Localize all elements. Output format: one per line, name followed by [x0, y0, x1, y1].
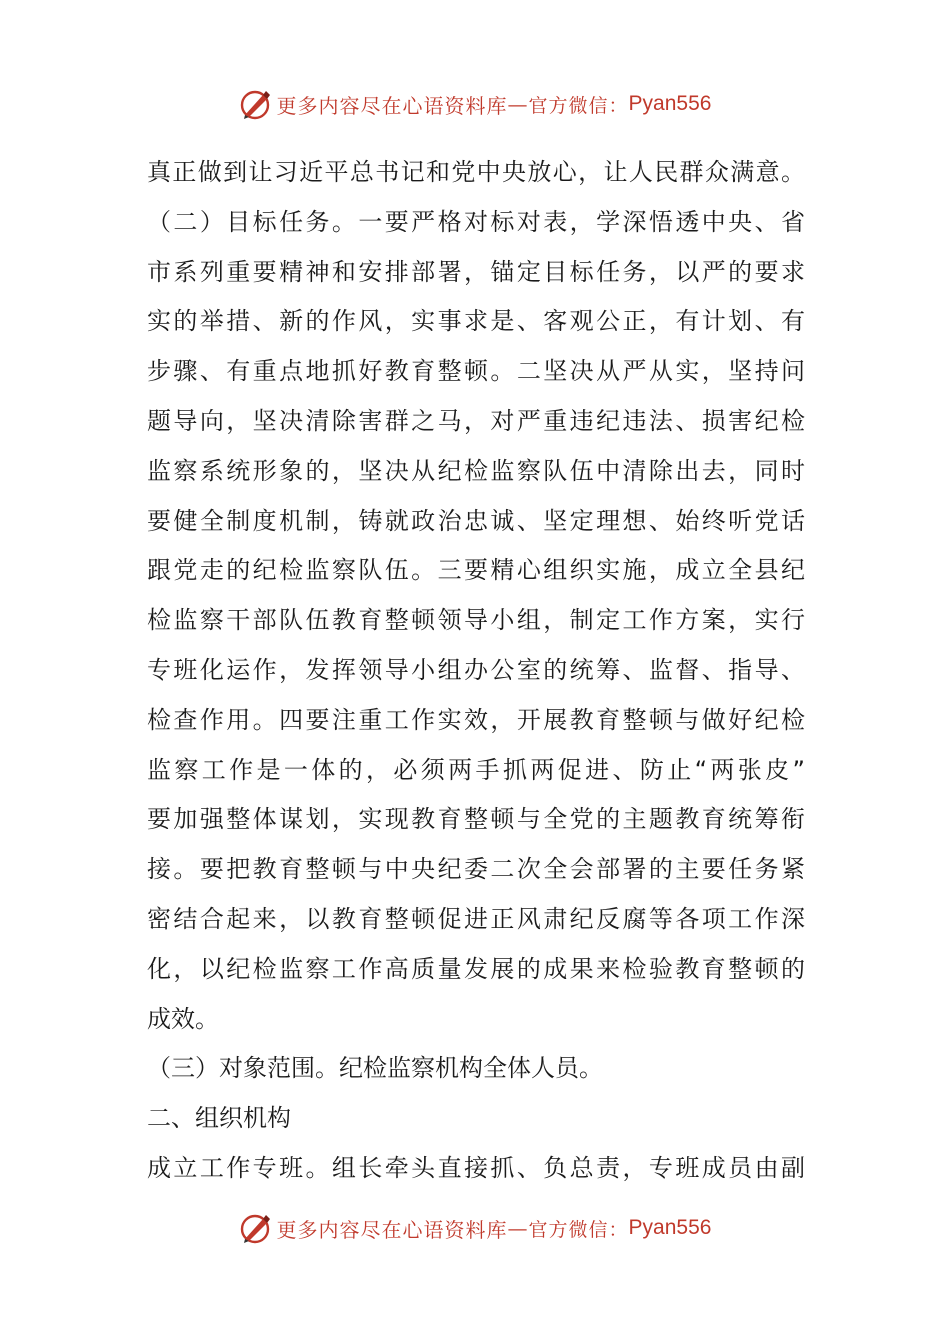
- banner-dash: —: [507, 92, 529, 116]
- text-line: 专班化运作，发挥领导小组办公室的统筹、监督、指导、: [147, 655, 805, 684]
- text-line: 步骤、有重点地抓好教育整顿。二坚决从严从实，坚持问: [147, 357, 805, 386]
- pen-logo-icon: [239, 1211, 273, 1245]
- document-body: [147, 148, 805, 1194]
- header-watermark-banner: [0, 84, 950, 124]
- text-line: 监察工作是一体的，必须两手抓两促进、防止“两张皮”: [147, 755, 805, 784]
- text-line: 跟党走的纪检监察队伍。三要精心组织实施，成立全县纪: [147, 556, 805, 585]
- text-line: 要健全制度机制，铸就政治忠诚、坚定理想、始终听党话: [147, 506, 805, 535]
- text-line: 密结合起来，以教育整顿促进正风肃纪反腐等各项工作深: [147, 904, 805, 933]
- text-line: 化，以纪检监察工作高质量发展的成果来检验教育整顿的: [147, 954, 805, 983]
- text-line: 成立工作专班。组长牵头直接抓、负总责，专班成员由副: [147, 1153, 805, 1182]
- banner-main-text: 更多内容尽在心语资料库: [276, 93, 508, 118]
- text-line: 成效。: [147, 1004, 219, 1033]
- banner-main-text: 更多内容尽在心语资料库: [276, 1217, 508, 1242]
- text-line: （二）目标任务。一要严格对标对表，学深悟透中央、省: [147, 207, 805, 236]
- pen-logo-icon: [239, 87, 273, 121]
- banner-official-label: 官方微信：: [528, 94, 629, 117]
- banner-wechat-id: Pyan556: [628, 92, 712, 115]
- text-line: 接。要把教育整顿与中央纪委二次全会部署的主要任务紧: [147, 855, 805, 884]
- section-heading: 二、组织机构: [147, 1104, 291, 1133]
- banner-official-label: 官方微信：: [528, 1218, 629, 1241]
- text-line: 市系列重要精神和安排部署，锚定目标任务，以严的要求: [147, 257, 805, 286]
- text-line: 实的举措、新的作风，实事求是、客观公正，有计划、有: [147, 307, 805, 336]
- text-line: （三）对象范围。纪检监察机构全体人员。: [147, 1054, 603, 1083]
- text-line: 要加强整体谋划，实现教育整顿与全党的主题教育统筹衔: [147, 805, 805, 834]
- text-line: 检查作用。四要注重工作实效，开展教育整顿与做好纪检: [147, 705, 805, 734]
- text-line: 题导向，坚决清除害群之马，对严重违纪违法、损害纪检: [147, 406, 805, 435]
- banner-dash: —: [507, 1216, 529, 1240]
- text-line: 监察系统形象的，坚决从纪检监察队伍中清除出去，同时: [147, 456, 805, 485]
- banner-wechat-id: Pyan556: [628, 1216, 712, 1239]
- text-line: 检监察干部队伍教育整顿领导小组，制定工作方案，实行: [147, 606, 805, 635]
- text-line: 真正做到让习近平总书记和党中央放心，让人民群众满意。: [147, 158, 805, 186]
- footer-watermark-banner: [0, 1208, 950, 1248]
